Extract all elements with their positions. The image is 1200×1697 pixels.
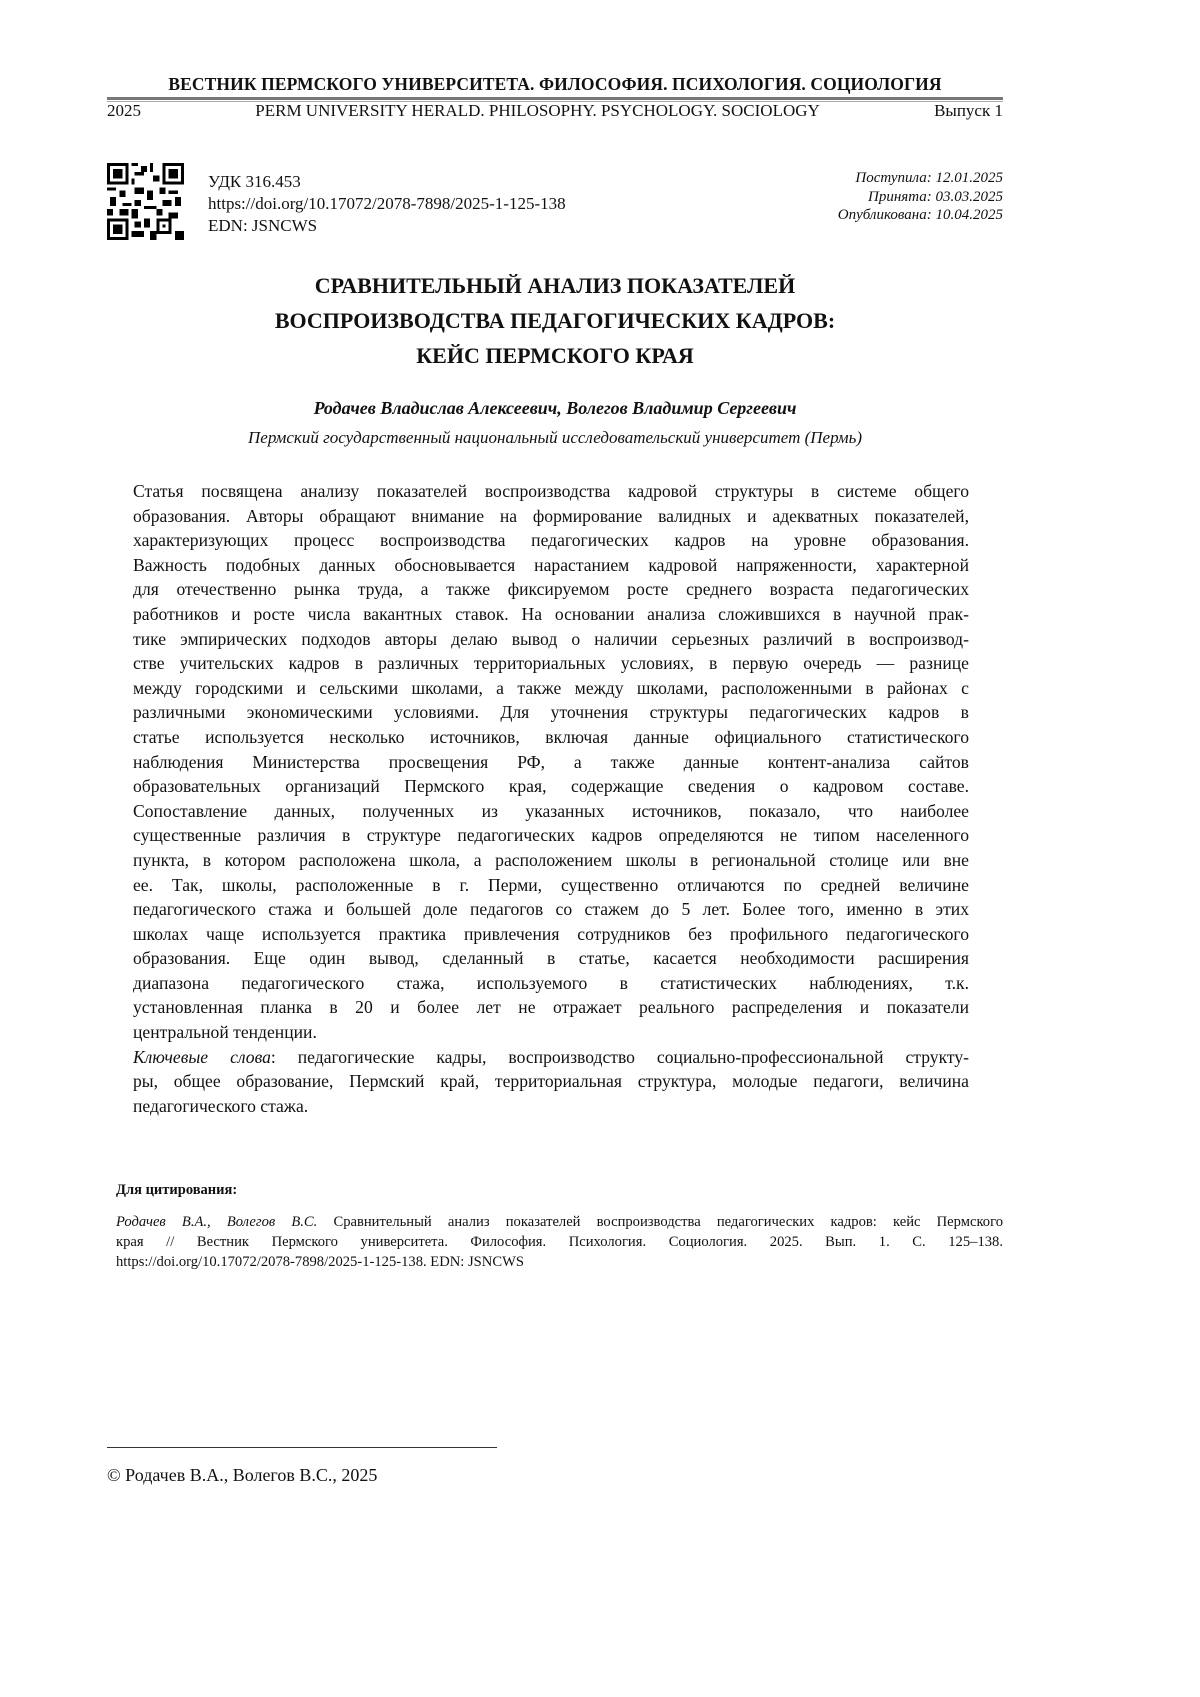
journal-title-en: PERM UNIVERSITY HERALD. PHILOSOPHY. PSYCHOLOGY. SOCIOLOGY [255, 101, 820, 120]
keywords-line: Ключевые слова: педагогические кадры, воспроизводство социально-профессиональной структу- [133, 1046, 969, 1067]
abstract-line: образования. Авторы обращают внимание на формирование валидных и адекватных показателей, [133, 505, 969, 526]
title-line: ВОСПРОИЗВОДСТВА ПЕДАГОГИЧЕСКИХ КАДРОВ: [274, 308, 836, 333]
keywords-line: ры, общее образование, Пермский край, территориальная структура, молодые педагоги, величина [133, 1071, 969, 1092]
keywords-label: Ключевые слова [133, 1046, 271, 1067]
copyright: © Родачев В.А., Волегов В.С., 2025 [107, 1465, 378, 1485]
abstract-line: между городскими и сельскими школами, а также между школами, расположенными в районах с [133, 677, 969, 698]
date-published: Опубликована: 10.04.2025 [837, 207, 1003, 223]
abstract-line: центральной тенденции. [133, 1022, 317, 1043]
abstract-line: установленная планка в 20 и более лет не отражает реального распределения и показатели [133, 997, 969, 1018]
authors: Родачев Владислав Алексеевич, Волегов Владимир Сергеевич [313, 398, 797, 418]
abstract-line: пункта, в котором расположена школа, а расположением школы в региональной столице или вне [133, 849, 969, 870]
affiliation: Пермский государственный национальный исследовательский университет (Пермь) [248, 428, 862, 447]
article-title [107, 268, 1003, 373]
edn: EDN: JSNCWS [208, 216, 318, 235]
abstract-line: для отечественно рынка труда, а также фиксируемом росте среднего возраста педагогических [133, 579, 969, 600]
citation-heading: Для цитирования: [116, 1182, 238, 1198]
abstract-line: Важность подобных данных обосновывается нарастанием кадровой напряженности, характерной [133, 554, 969, 575]
article-dates [838, 169, 1003, 225]
abstract-line: тике эмпирических подходов авторы делаю вывод о наличии серьезных различий в воспроизвод- [133, 628, 969, 649]
journal-title-ru: ВЕСТНИК ПЕРМСКОГО УНИВЕРСИТЕТА. ФИЛОСОФИЯ. ПСИХОЛОГИЯ. СОЦИОЛОГИЯ [168, 74, 942, 94]
doi-link[interactable]: https://doi.org/10.17072/2078-7898/2025-1-125-138 [208, 194, 566, 213]
abstract-line: Статья посвящена анализу показателей воспроизводства кадровой структуры в системе общего [133, 481, 969, 501]
abstract-line: существенные различия в структуре педагогических кадров определяются не типом населенного [133, 825, 969, 846]
abstract-line: стве учительских кадров в различных территориальных условиях, в первую очередь — разнице [133, 653, 969, 674]
abstract-line: педагогического стажа и большей доле педагогов со стажем до 5 лет. Более того, именно в этих [133, 899, 969, 920]
abstract-line: диапазона педагогического стажа, используемого в статистических наблюдениях, т.к. [133, 972, 969, 993]
header-issue: Выпуск 1 [934, 101, 1003, 120]
abstract-line: статье используется несколько источников, включая данные официального статистического [133, 726, 969, 747]
article-identifiers [208, 171, 566, 237]
keywords-line: педагогического стажа. [133, 1095, 309, 1116]
abstract-line: ее. Так, школы, расположенные в г. Перми, существенно отличаются по средней величине [133, 874, 969, 895]
header-row [107, 101, 1003, 121]
header-year: 2025 [107, 101, 141, 120]
title-line: СРАВНИТЕЛЬНЫЙ АНАЛИЗ ПОКАЗАТЕЛЕЙ [314, 273, 796, 298]
qr-code-icon [107, 163, 184, 240]
abstract-line: образовательных организаций Пермского края, содержащие сведения о кадровом составе. [133, 776, 969, 797]
date-accepted: Принята: 03.03.2025 [867, 188, 1003, 205]
abstract-line: различными экономическими условиями. Для уточнения структуры педагогических кадров в [133, 702, 969, 723]
abstract-line: образования. Еще один вывод, сделанный в статье, касается необходимости расширения [133, 948, 969, 969]
abstract-line: школах чаще используется практика привлечения сотрудников без профильного педагогического [133, 923, 969, 944]
citation [116, 1212, 1003, 1272]
udk: УДК 316.453 [208, 172, 301, 191]
abstract-line: наблюдения Министерства просвещения РФ, а также данные контент-анализа сайтов [133, 751, 969, 772]
abstract-line: работников и росте числа вакантных ставок. На основании анализа сложившихся в научной прак- [133, 603, 969, 624]
abstract-line: Сопоставление данных, полученных из указанных источников, показало, что наиболее [133, 800, 969, 821]
citation-line: края // Вестник Пермского университета. Философия. Психология. Социология. 2025. Вып. 1. С. 125–138. [116, 1234, 1003, 1250]
date-received: Поступила: 12.01.2025 [855, 170, 1003, 186]
citation-authors: Родачев В.А., Волегов В.С. [116, 1214, 318, 1230]
footnote-separator [107, 1447, 497, 1448]
abstract-line: характеризующих процесс воспроизводства педагогических кадров на уровне образования. [133, 530, 969, 551]
citation-line: https://doi.org/10.17072/2078-7898/2025-1-125-138. EDN: JSNCWS [116, 1254, 524, 1270]
citation-line: Родачев В.А., Волегов В.С. Сравнительный анализ показателей воспроизводства педагогических кадров: кейс Пермского [116, 1214, 1003, 1230]
title-line: КЕЙС ПЕРМСКОГО КРАЯ [416, 343, 694, 368]
header-rule [107, 97, 1003, 100]
abstract [133, 479, 969, 1118]
